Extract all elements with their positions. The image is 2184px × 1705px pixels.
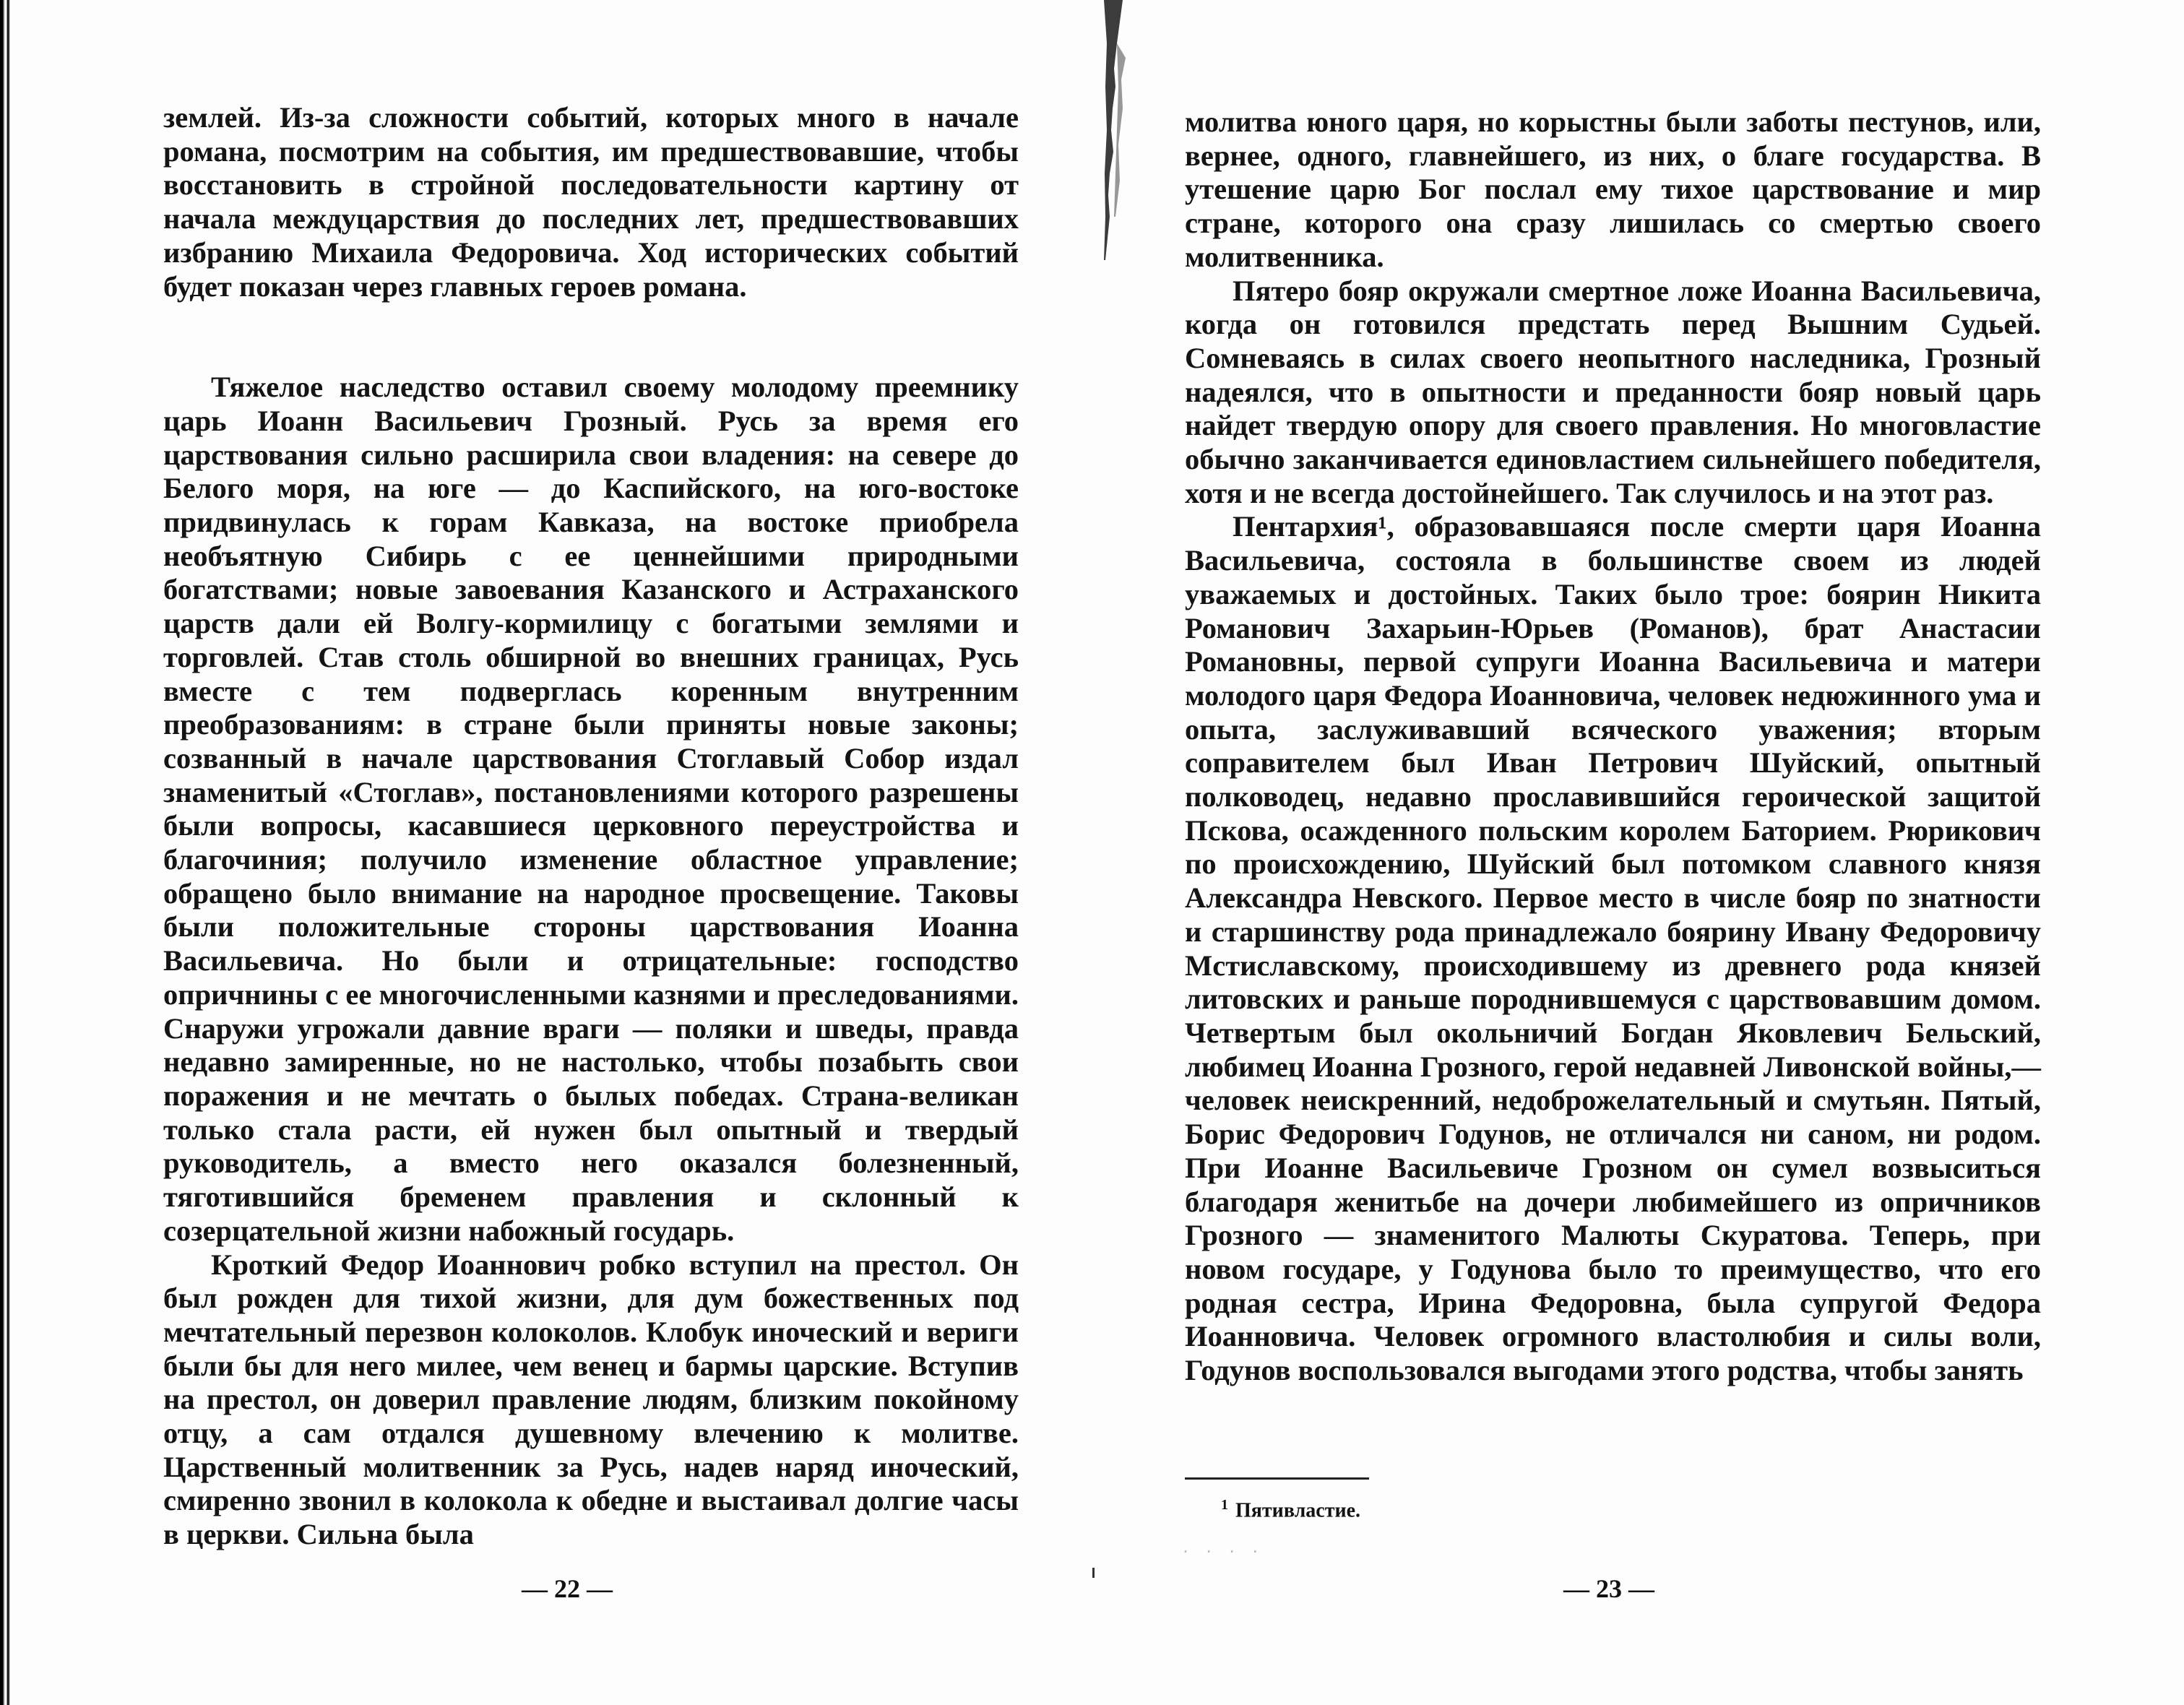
paragraph: Пятеро бояр окружали смертное ложе Иоанна Васильевича, когда он готовился предстать перед Вышним Судьей. Сомневаясь в силах своего неопытного наследника, Грозный надеялся, что в опытности и преданности бояр новый царь найдет твердую опору для своего правления. Но многовластие обычно заканчивается единовластием сильнейшего победителя, хотя и не всегда достойнейшего. Так случилось и на этот раз. xyxy=(1185,274,2041,509)
footnote-rule xyxy=(1185,1477,1369,1480)
scan-dots: . . . . xyxy=(1181,1539,1263,1556)
paragraph: молитва юного царя, но корыстны были заботы пестунов, или, вернее, одного, главнейшего, из них, о благе государства. В утешение царю Бог послал ему тихое царствование и мир стране, которого она сразу лишилась со смертью своего молитвенника. xyxy=(1185,105,2041,273)
footnote-mark: 1 xyxy=(1221,1497,1228,1513)
page-number: — 23 — xyxy=(1563,1574,1654,1603)
paragraph: Пентархия¹, образовавшаяся после смерти царя Иоанна Васильевича, состояла в большинстве своем из людей уважаемых и достойных. Таких было трое: боярин Никита Романович Захарьин-Юрьев (Романов), брат Анастасии Романовны, первой супруги Иоанна Васильевича и матери молодого царя Федора Иоанновича, человек недюжинного ума и опыта, заслуживавший всяческого уважения; вторым соправителем был Иван Петрович Шуйский, опытный полководец, недавно прославившийся героической защитой Пскова, осажденного польским королем Баторием. Рюрикович по происхождению, Шуйский был потомком славного князя Александра Невского. Первое место в числе бояр по знатности и старшинству рода принадлежало боярину Ивану Федоровичу Мстиславскому, происходившему из древнего рода князей литовских и раньше породнившемуся с царствовавшим домом. Четвертым был окольничий Богдан Яковлевич Бельский, любимец Иоанна Грозного, герой недавней Ливонской войны,— человек неискренний, недоброжелательный и смутьян. Пятый, Борис Федорович Годунов, не отличался ни саном, ни родом. При Иоанне Васильевиче Грозном он сумел возвыситься благодаря женитьбе на дочери любимейшего из опричников Грозного — знаменитого Малюты Скуратова. Теперь, при новом государе, у Годунова было то преимущество, что его родная сестра, Ирина Федоровна, была супругой Федора Иоанновича. Человек огромного властолюбия и силы воли, Годунов воспользовался выгодами этого родства, чтобы занять xyxy=(1185,510,2041,1387)
paragraph: Кроткий Федор Иоаннович робко вступил на престол. Он был рожден для тихой жизни, для дум божественных под мечтательный перезвон колоколов. Клобук иноческий и вериги были бы для него милее, чем венец и бармы царские. Вступив на престол, он доверил правление людям, близким покойному отцу, а сам отдался душевному влечению к молитве. Царственный молитвенник за Русь, надев наряд иноческий, смиренно звонил в колокола к обедне и выстаивал долгие часы в церкви. Сильна была xyxy=(163,1248,1019,1551)
page-number: — 22 — xyxy=(522,1574,613,1603)
left-page xyxy=(163,101,1019,1552)
right-page xyxy=(1185,105,2041,1388)
footnote-text: Пятивластие. xyxy=(1235,1499,1361,1522)
gutter-smudge xyxy=(1101,0,1130,260)
paragraph: Тяжелое наследство оставил своему молодому преемнику царь Иоанн Васильевич Грозный. Русь за время его царствования сильно расширила свои владения: на севере до Белого моря, на юге — до Каспийского, на юго-востоке придвинулась к горам Кавказа, на востоке приобрела необъятную Сибирь с ее ценнейшими природными богатствами; новые завоевания Казанского и Астраханского царств дали ей Волгу-кормилицу с богатыми землями и торговлей. Став столь обширной во внешних границах, Русь вместе с тем подверглась коренным внутренним преобразованиям: в стране были приняты новые законы; созванный в начале царствования Стоглавый Собор издал знаменитый «Стоглав», постановлениями которого разрешены были вопросы, касавшиеся церковного переустройства и благочиния; получило изменение областное управление; обращено было внимание на народное просвещение. Таковы были положительные стороны царствования Иоанна Васильевича. Но были и отрицательные: господство опричнины с ее многочисленными казнями и преследованиями. Снаружи угрожали давние враги — поляки и шведы, правда недавно замиренные, но не настолько, чтобы позабыть свои поражения и не мечтать о былых победах. Страна-великан только стала расти, ей нужен был опытный и твердый руководитель, а вместо него оказался болезненный, тяготившийся бременем правления и склонный к созерцательной жизни набожный государь. xyxy=(163,371,1019,1247)
footnote xyxy=(1221,1497,1360,1522)
smudge-shape xyxy=(1101,0,1130,260)
gutter-mark xyxy=(1092,1568,1095,1578)
scan-edge xyxy=(0,0,10,1705)
paragraph: землей. Из-за сложности событий, которых много в начале романа, посмотрим на события, им предшествовавшие, чтобы восстановить в стройной последовательности картину от начала междуцарствия до последних лет, предшествовавших избранию Михаила Федоровича. Ход исторических событий будет показан через главных героев романа. xyxy=(163,101,1019,303)
